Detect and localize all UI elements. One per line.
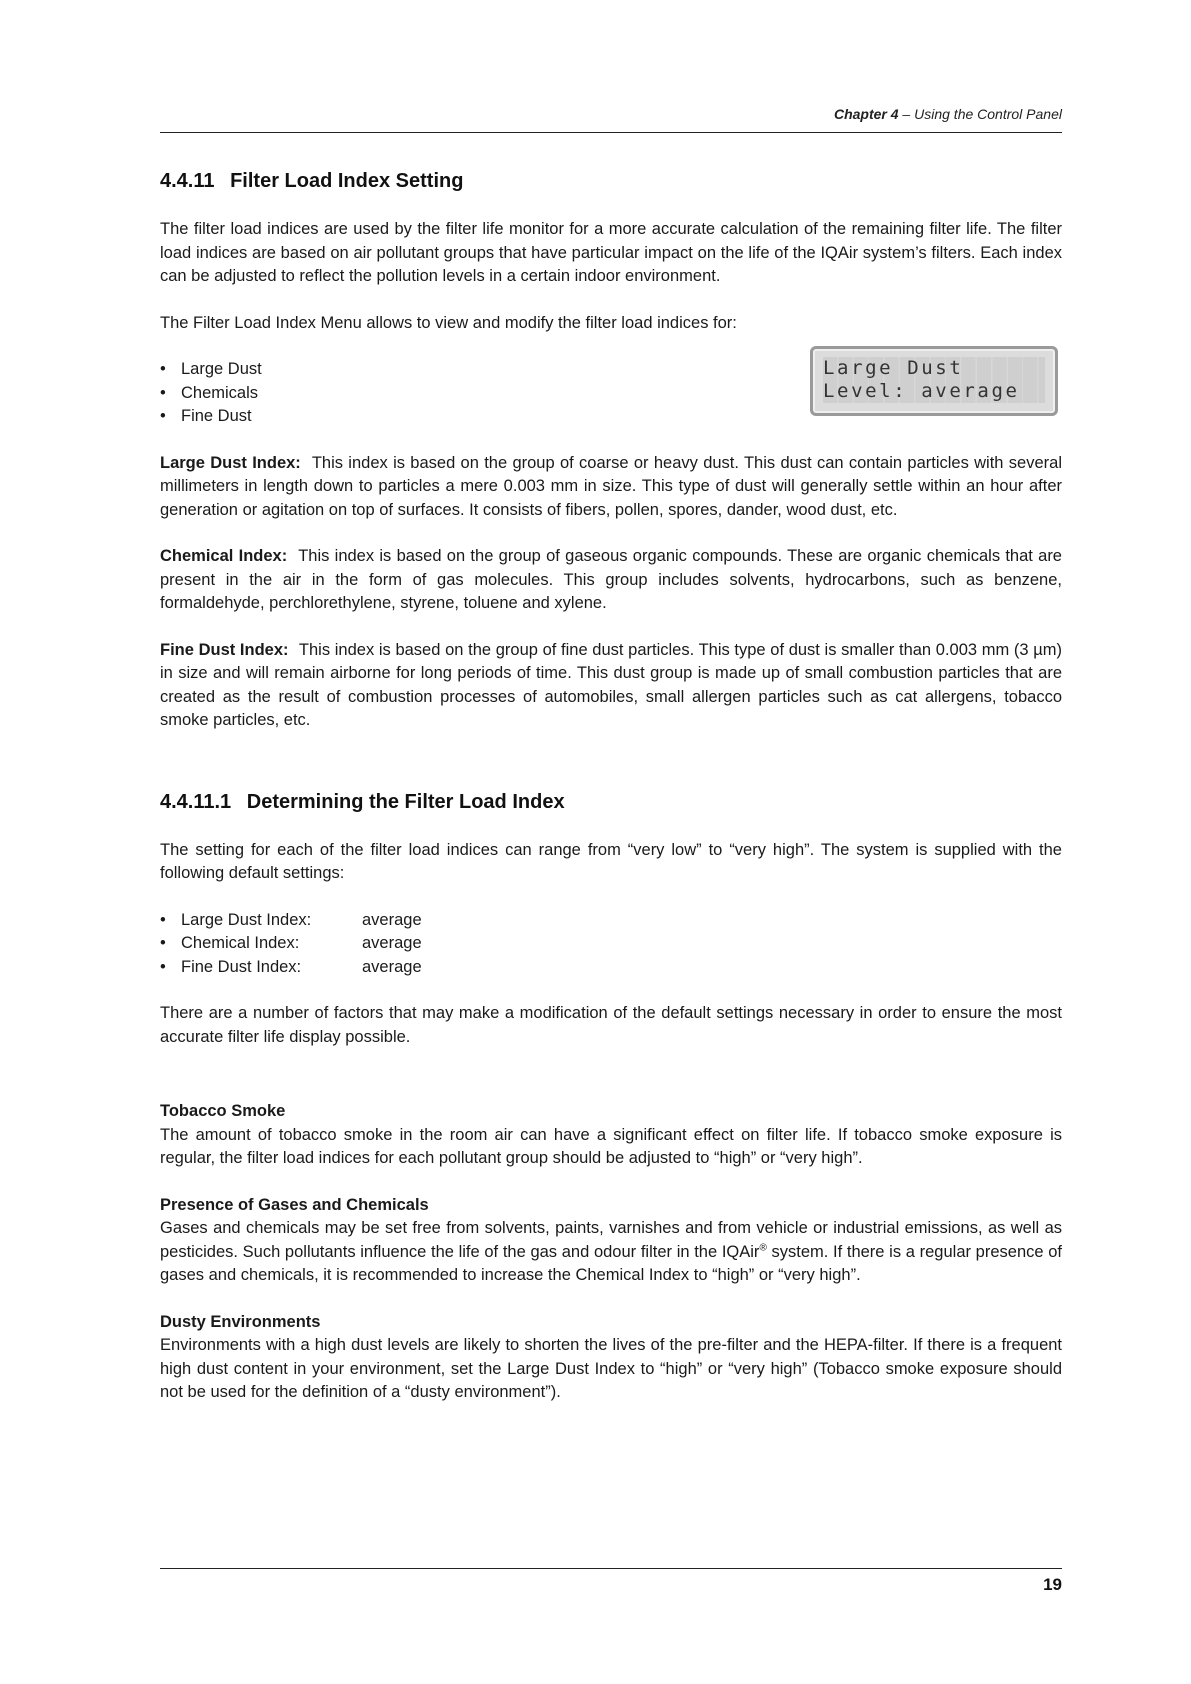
subsection-number: 4.4.11.1 bbox=[160, 790, 232, 813]
table-row bbox=[160, 932, 422, 956]
menu-list-block bbox=[160, 358, 1062, 429]
document-page bbox=[160, 0, 1062, 1684]
factor-text-part: Gases and chemicals may be set free from solvents, paints, varnishes and from vehicle or industrial emissions, as well as pesticides. Such pollutants influence the life of the gas and odour filter in the IQAir bbox=[160, 1219, 1062, 1261]
list-item: • Fine Dust bbox=[160, 405, 1062, 429]
fine-dust-index-paragraph bbox=[160, 639, 1062, 733]
chemical-index-paragraph bbox=[160, 545, 1062, 616]
lcd-line-1: Large Dust bbox=[823, 357, 1045, 380]
chapter-title: Using the Control Panel bbox=[914, 106, 1062, 122]
default-label: • Large Dust Index: bbox=[160, 909, 362, 933]
subsection-heading bbox=[160, 789, 1062, 815]
factor-text bbox=[160, 1217, 1062, 1288]
factor-text-part: system. If there is a regular presence of gases and chemicals, it is recommended to increase the Chemical Index to “high” or “very high”. bbox=[160, 1242, 1062, 1284]
chapter-label: Chapter 4 bbox=[833, 106, 899, 122]
section-number: 4.4.11 bbox=[160, 170, 215, 192]
large-dust-index-paragraph bbox=[160, 452, 1062, 523]
gases-chemicals-block bbox=[160, 1194, 1062, 1288]
footer-rule bbox=[160, 1568, 1062, 1569]
default-label: • Chemical Index: bbox=[160, 932, 362, 956]
tobacco-smoke-block bbox=[160, 1100, 1062, 1171]
spacer bbox=[160, 1072, 1062, 1100]
factors-intro: There are a number of factors that may make a modification of the default settings necessary in order to ensure the most accurate filter life display possible. bbox=[160, 1004, 1062, 1046]
section-heading bbox=[160, 168, 1062, 194]
table-row bbox=[160, 956, 422, 980]
default-value: average bbox=[362, 934, 422, 952]
dusty-environments-block bbox=[160, 1311, 1062, 1405]
default-value: average bbox=[362, 957, 422, 976]
index-description: This index is based on the group of gaseous organic compounds. These are organic chemicals that are present in the air in the form of gas molecules. This group includes solvents, hydrocarbons, such as benzene, formaldehyde, perchlorethylene, styrene, toluene and xylene. bbox=[160, 547, 1062, 612]
index-description: This index is based on the group of fine dust particles. This type of dust is smaller than 0.003 mm (3 µm) in size and will remain airborne for long periods of time. This dust group is made up of small combustion particles that are created as the result of combustion processes of automobiles, small allergen particles such as cat allergens, tobacco smoke particles, etc. bbox=[160, 640, 1062, 729]
lcd-display bbox=[810, 346, 1058, 416]
index-term: Fine Dust Index: bbox=[160, 640, 289, 659]
subsection-intro: The setting for each of the filter load indices can range from “very low” to “very high”. The system is supplied with the following default settings: bbox=[160, 840, 1062, 882]
index-term: Large Dust Index: bbox=[160, 453, 301, 472]
default-settings-table bbox=[160, 909, 422, 980]
index-term: Chemical Index: bbox=[160, 547, 288, 565]
list-item: • Chemicals bbox=[160, 382, 1062, 406]
subsection-title: Determining the Filter Load Index bbox=[246, 790, 565, 813]
factor-heading: Presence of Gases and Chemicals bbox=[160, 1195, 429, 1214]
menu-intro: The Filter Load Index Menu allows to view and modify the filter load indices for: bbox=[160, 313, 737, 332]
default-label: • Fine Dust Index: bbox=[160, 956, 362, 980]
page-number: 19 bbox=[1043, 1575, 1062, 1594]
default-value: average bbox=[362, 910, 422, 929]
index-description: This index is based on the group of coarse or heavy dust. This dust can contain particles with several millimeters in length down to particles a mere 0.003 mm in size. This type of dust will generally settle within an hour after generation or agitation on top of surfaces. It consists of fibers, pollen, spores, dander, wood dust, etc. bbox=[160, 453, 1062, 519]
header-separator: – bbox=[898, 106, 915, 122]
factor-text: The amount of tobacco smoke in the room air can have a significant effect on filter life. If tobacco smoke exposure is regular, the filter load indices for each pollutant group should be adjusted to “high” or “very high”. bbox=[160, 1125, 1062, 1167]
table-row bbox=[160, 909, 422, 933]
lcd-line-2: Level: average bbox=[823, 380, 1045, 403]
factor-heading: Dusty Environments bbox=[160, 1312, 321, 1331]
list-item: • Large Dust bbox=[160, 358, 1062, 382]
section-title: Filter Load Index Setting bbox=[230, 170, 464, 192]
header-rule bbox=[160, 132, 1062, 133]
factor-heading: Tobacco Smoke bbox=[160, 1102, 286, 1120]
page-content bbox=[160, 168, 1062, 1428]
factor-text: Environments with a high dust levels are likely to shorten the lives of the pre-filter and the HEPA-filter. If there is a frequent high dust content in your environment, set the Large Dust Index to “high” or “very high” (Tobacco smoke exposure should not be used for the definition of a “dusty environment”). bbox=[160, 1336, 1062, 1401]
section-intro: The filter load indices are used by the filter life monitor for a more accurate calculation of the remaining filter life. The filter load indices are based on air pollutant groups that have particular impact on the life of the IQAir system’s filters. Each index can be adjusted to reflect the pollution levels in a certain indoor environment. bbox=[160, 220, 1062, 285]
registered-mark: ® bbox=[759, 1242, 767, 1253]
running-header bbox=[834, 106, 1062, 122]
